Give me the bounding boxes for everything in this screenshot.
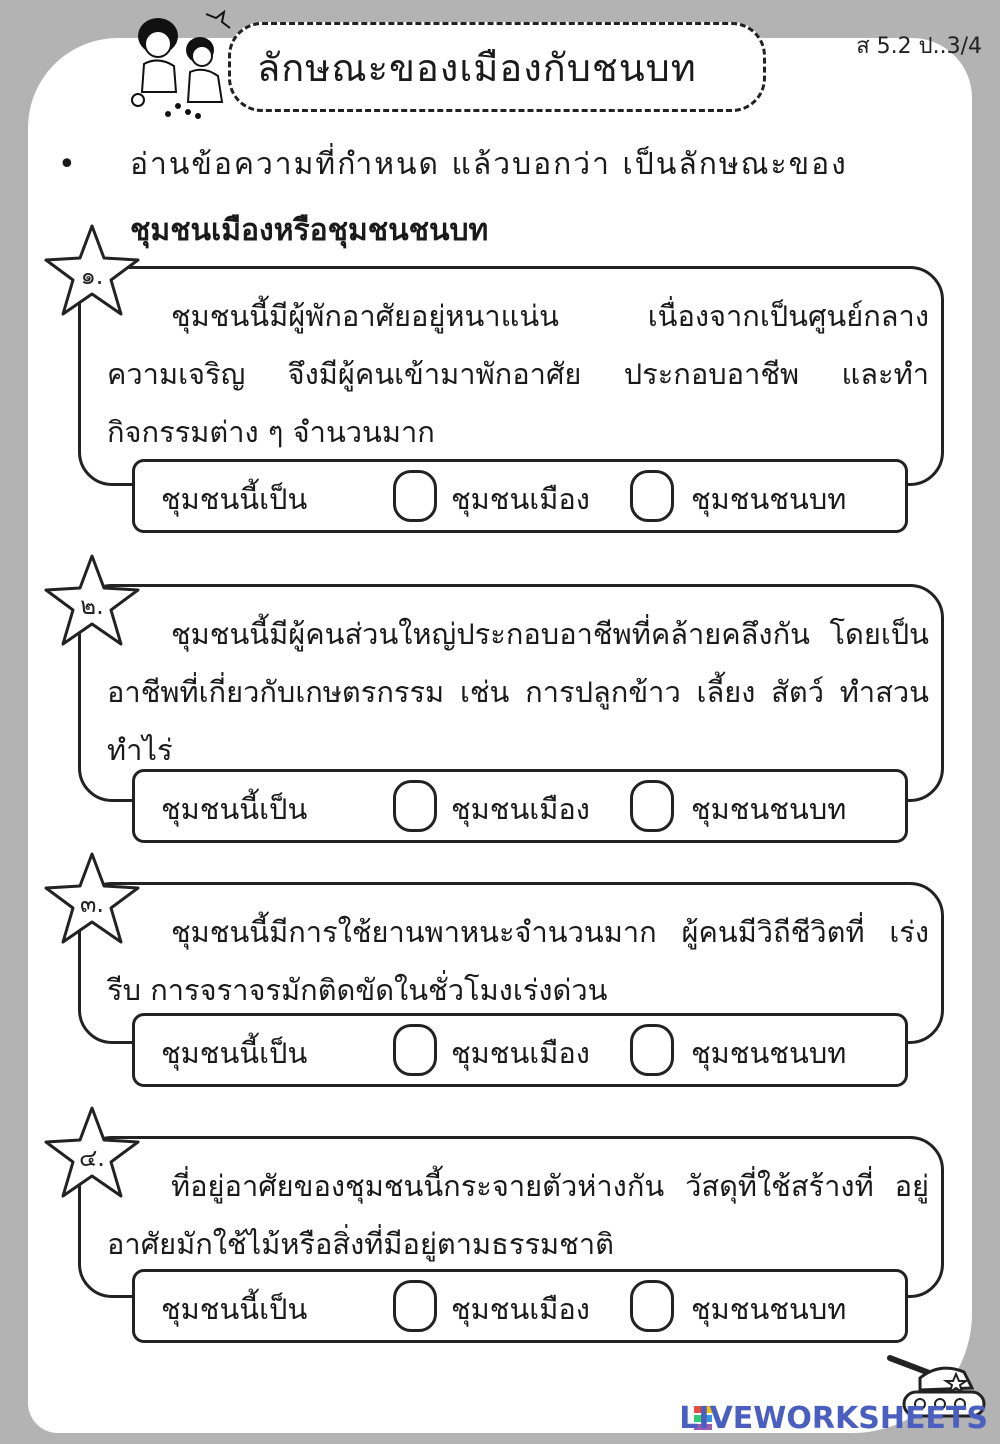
city-checkbox[interactable] [393,1024,437,1076]
question-number: ๒. [80,592,104,620]
star-number-2-icon [42,552,142,648]
question-card-1 [78,266,944,486]
city-option-label: ชุมชนเมือง [451,482,590,516]
lesson-code: ส 5.2 ป..3/4 [856,34,982,59]
city-checkbox[interactable] [393,780,437,832]
answer-prompt: ชุมชนนี้เป็น [161,482,308,516]
city-option-label: ชุมชนเมือง [451,1036,590,1070]
rural-checkbox[interactable] [630,1280,674,1332]
answer-row-4 [132,1269,908,1343]
question-number: ๑. [80,262,104,290]
star-number-4-icon [42,1104,142,1200]
question-text: ชุมชนนี้มีการใช้ยานพาหนะจำนวนมาก ผู้คนมีวิถีชีวิตที่ เร่งรีบ การจราจรมักติดขัดในชั่วโมงเร่งด่วน [107,915,929,1007]
city-checkbox[interactable] [393,470,437,522]
rural-option-label: ชุมชนชนบท [691,792,847,826]
city-option-label: ชุมชนเมือง [451,792,590,826]
answer-prompt: ชุมชนนี้เป็น [161,792,308,826]
rural-checkbox[interactable] [630,1024,674,1076]
question-number: ๔. [79,1144,105,1172]
question-number: ๓. [79,890,105,918]
answer-prompt: ชุมชนนี้เป็น [161,1292,308,1326]
liveworksheets-brand[interactable]: LIVEWORKSHEETS [679,1401,988,1436]
answer-prompt: ชุมชนนี้เป็น [161,1036,308,1070]
instruction-line-2: ชุมชนเมืองหรือชุมชนชนบท [130,213,489,248]
question-text: ชุมชนนี้มีผู้คนส่วนใหญ่ประกอบอาชีพที่คล้ายคลึงกัน โดยเป็นอาชีพที่เกี่ยวกับเกษตรกรรม เช่น การปลูกข้าว เลี้ยง สัตว์ ทำสวน ทำไร่ [107,617,929,767]
question-text: ที่อยู่อาศัยของชุมชนนี้กระจายตัวห่างกัน วัสดุที่ใช้สร้างที่ อยู่อาศัยมักใช้ไม้หรือสิ่งที่มีอยู่ตามธรรมชาติ [107,1169,929,1261]
star-number-1-icon [42,222,142,318]
rural-option-label: ชุมชนชนบท [691,1292,847,1326]
rural-checkbox[interactable] [630,780,674,832]
question-text: ชุมชนนี้มีผู้พักอาศัยอยู่หนาแน่น เนื่องจากเป็นศูนย์กลาง ความเจริญ จึงมีผู้คนเข้ามาพักอาศัย ประกอบอาชีพ และทำ กิจกรรมต่าง ๆ จำนวนมาก [107,299,929,449]
star-number-3-icon [42,850,142,946]
city-option-label: ชุมชนเมือง [451,1292,590,1326]
answer-row-3 [132,1013,908,1087]
bullet-icon: • [58,147,76,182]
rural-option-label: ชุมชนชนบท [691,482,847,516]
instruction-line-1: อ่านข้อความที่กำหนด แล้วบอกว่า เป็นลักษณะของ [130,147,848,182]
title-banner [228,22,766,112]
page-title: ลักษณะของเมืองกับชนบท [257,45,697,90]
answer-row-2 [132,769,908,843]
rural-option-label: ชุมชนชนบท [691,1036,847,1070]
answer-row-1 [132,459,908,533]
rural-checkbox[interactable] [630,470,674,522]
city-checkbox[interactable] [393,1280,437,1332]
